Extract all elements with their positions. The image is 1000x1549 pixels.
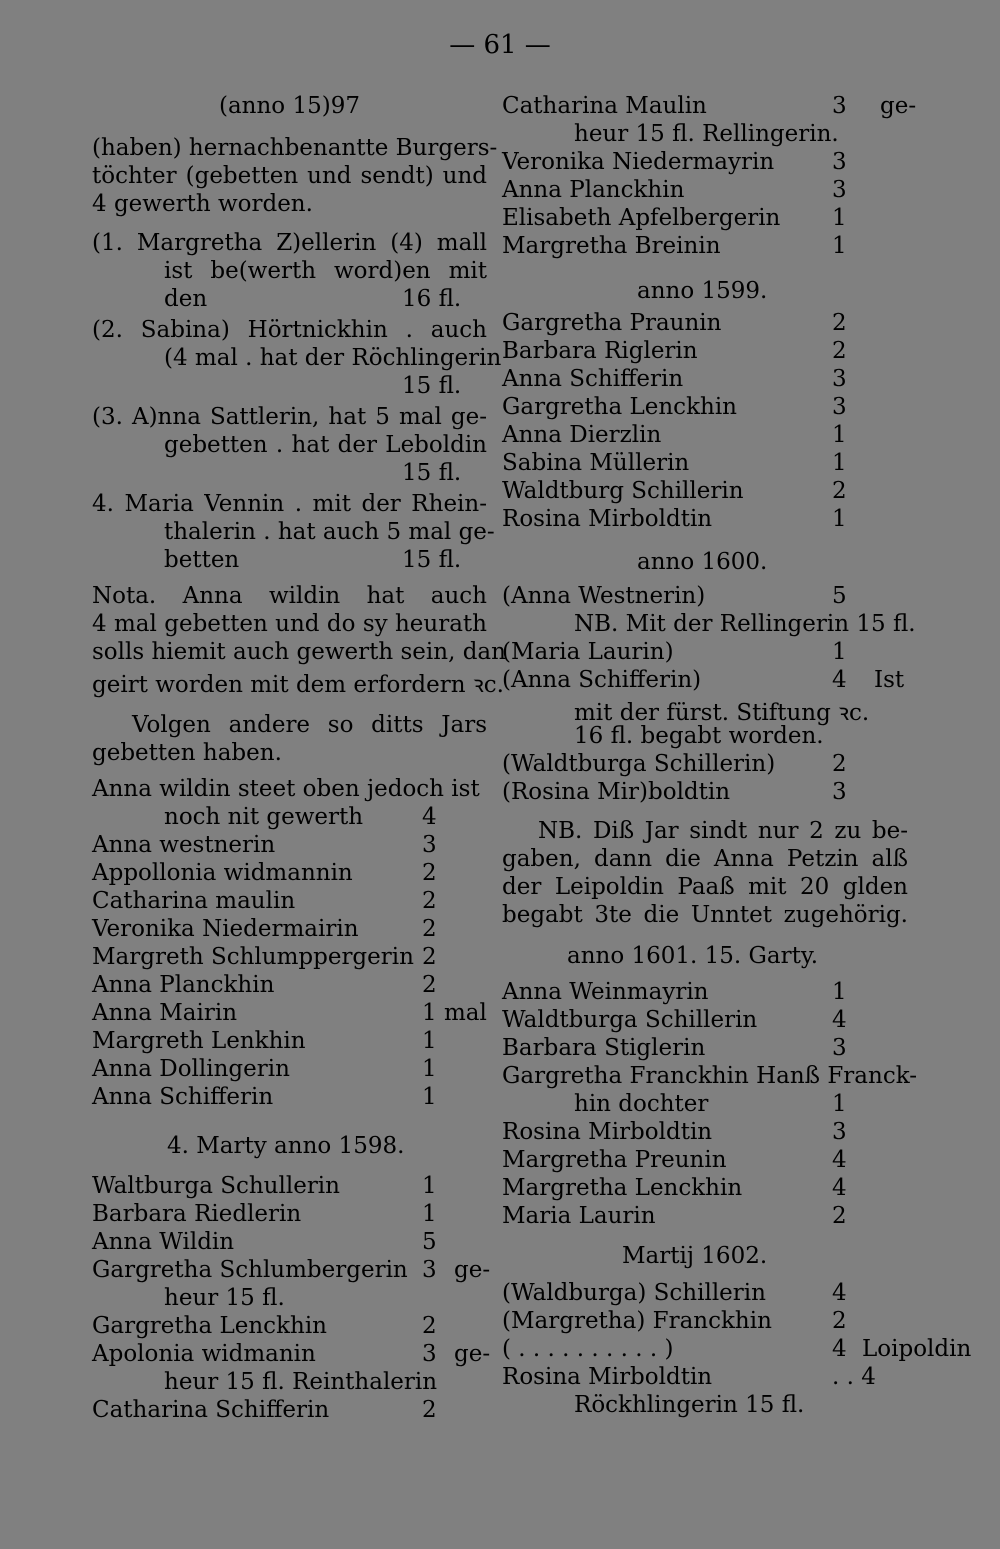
nb-line: gaben, dann die Anna Petzin alß [502, 846, 908, 872]
entry-count: 2 [832, 310, 847, 336]
entry-amount: 15 fl. [402, 373, 462, 399]
entry-name: (Margretha) Franckhin [502, 1308, 772, 1334]
entry-name: NB. Mit der Rellingerin 15 fl. [574, 611, 916, 637]
entry-count: 2 [422, 944, 437, 970]
entry-name: (Waldburga) Schillerin [502, 1280, 766, 1306]
entry-name: Anna westnerin [92, 832, 276, 858]
entry-line: den [164, 286, 208, 312]
entry-name: Margretha Preunin [502, 1147, 727, 1173]
entry-name: noch nit gewerth [164, 804, 364, 830]
entry-name: Rosina Mirboldtin [502, 1119, 713, 1145]
entry-name: Anna Schifferin [92, 1084, 274, 1110]
entry-note: ge- [454, 1257, 491, 1283]
entry-count: 1 [832, 979, 847, 1005]
entry-name: Röckhlingerin 15 fl. [574, 1392, 805, 1418]
entry-line: gebetten . hat der Leboldin [164, 432, 487, 458]
nb-line: der Leipoldin Paaß mit 20 glden [502, 874, 908, 900]
entry-name: Anna Schifferin [502, 366, 684, 392]
entry-count: 1 [422, 1056, 437, 1082]
entry-name: Apolonia widmanin [92, 1341, 316, 1367]
nb-line: begabt 3te die Unntet zugehörig. [502, 902, 908, 928]
entry-name: (Rosina Mir)boldtin [502, 779, 731, 805]
entry-count: 2 [832, 751, 847, 777]
entry-line: (2. Sabina) Hörtnickhin . auch [92, 317, 487, 343]
entry-note: Loipoldin [862, 1336, 972, 1362]
entry-name: Veronika Niedermairin [92, 916, 359, 942]
entry-count: 3 [832, 177, 847, 203]
volgen-line: Volgen andere so ditts Jars [132, 712, 487, 738]
entry-name: Anna Planckhin [502, 177, 685, 203]
nota-line: Nota. Anna wildin hat auch [92, 583, 487, 609]
entry-name: Gargretha Lenckhin [502, 394, 737, 420]
nota-line: geirt worden mit dem erfordern ꝛc. [92, 672, 504, 698]
entry-count: 3 [832, 394, 847, 420]
entry-name: Rosina Mirboldtin [502, 506, 713, 532]
entry-name: Anna Dierzlin [502, 422, 662, 448]
entry-count: 1 [422, 1173, 437, 1199]
entry-name: Barbara Riglerin [502, 338, 698, 364]
entry-count: 2 [832, 1308, 847, 1334]
entry-name: (Anna Schifferin) [502, 667, 702, 693]
intro-line: (haben) hernachbenantte Burgers- [92, 135, 498, 161]
entry-count: 3 [422, 1341, 437, 1367]
entry-name: Margreth Lenkhin [92, 1028, 306, 1054]
entry-line: ist be(werth word)en mit [164, 258, 487, 284]
entry-name: 16 fl. begabt worden. [574, 723, 824, 749]
entry-name: Maria Laurin [502, 1203, 656, 1229]
section-heading: anno 1601. 15. Garty. [567, 943, 819, 969]
entry-name: Waldtburga Schillerin [502, 1007, 758, 1033]
entry-name: Anna wildin steet oben jedoch ist [92, 776, 480, 802]
entry-line: betten [164, 547, 240, 573]
entry-count: 3 [832, 149, 847, 175]
intro-line: töchter (gebetten und sendt) und [92, 163, 487, 189]
entry-count: 4 [832, 1147, 847, 1173]
entry-count: 1 [422, 1084, 437, 1110]
entry-name: Gargretha Praunin [502, 310, 722, 336]
nota-line: solls hiemit auch gewerth sein, dan [92, 639, 506, 665]
entry-count: 4 [832, 1007, 847, 1033]
entry-count: 2 [422, 1313, 437, 1339]
entry-name: heur 15 fl. Rellingerin. [574, 121, 839, 147]
entry-count: 2 [422, 972, 437, 998]
entry-count: . . 4 [832, 1364, 876, 1390]
entry-note: Ist [874, 667, 905, 693]
entry-count: 2 [832, 338, 847, 364]
entry-name: heur 15 fl. [164, 1285, 285, 1311]
entry-name: Waltburga Schullerin [92, 1173, 340, 1199]
section-heading: 4. Marty anno 1598. [167, 1133, 405, 1159]
entry-name: hin dochter [574, 1091, 709, 1117]
entry-note: ge- [880, 93, 917, 119]
entry-count: 3 [422, 832, 437, 858]
entry-name: Sabina Müllerin [502, 450, 690, 476]
entry-count: 1 [832, 422, 847, 448]
page-number: — 61 — [449, 30, 551, 60]
entry-count: 3 [832, 93, 847, 119]
entry-line: (1. Margretha Z)ellerin (4) mall [92, 230, 487, 256]
intro-line: 4 gewerth worden. [92, 191, 313, 217]
entry-count: 1 [422, 1201, 437, 1227]
entry-count: 4 [422, 804, 437, 830]
entry-name: Margretha Lenckhin [502, 1175, 743, 1201]
section-heading: anno 1599. [637, 278, 768, 304]
entry-count: 1 [832, 506, 847, 532]
entry-name: Anna Weinmayrin [502, 979, 709, 1005]
entry-count: 3 [422, 1257, 437, 1283]
entry-name: (Anna Westnerin) [502, 583, 706, 609]
entry-line: 4. Maria Vennin . mit der Rhein- [92, 491, 487, 517]
entry-name: Margreth Schlumppergerin [92, 944, 414, 970]
volgen-line: gebetten haben. [92, 740, 282, 766]
entry-name: Veronika Niedermayrin [502, 149, 775, 175]
entry-amount: 16 fl. [402, 286, 462, 312]
entry-count: 4 [832, 667, 847, 693]
entry-count: 1 [832, 450, 847, 476]
entry-count: 2 [422, 1397, 437, 1423]
entry-line: (4 mal . hat der Röchlingerin [164, 345, 502, 371]
entry-count: 1 [422, 1028, 437, 1054]
section-heading: anno 1600. [637, 549, 768, 575]
entry-amount: 15 fl. [402, 460, 462, 486]
section-heading: (anno 15)97 [219, 93, 360, 119]
entry-count: 2 [422, 860, 437, 886]
entry-name: Appollonia widmannin [92, 860, 353, 886]
entry-count: 5 [832, 583, 847, 609]
entry-count: 1 [832, 1091, 847, 1117]
entry-name: (Waldtburga Schillerin) [502, 751, 776, 777]
entry-count: 1 mal [422, 1000, 487, 1026]
entry-name: Margretha Breinin [502, 233, 721, 259]
entry-count: 3 [832, 779, 847, 805]
entry-name: Barbara Stiglerin [502, 1035, 706, 1061]
entry-count: 3 [832, 1119, 847, 1145]
entry-note: ge- [454, 1341, 491, 1367]
entry-name: Elisabeth Apfelbergerin [502, 205, 781, 231]
entry-name: ( . . . . . . . . . . ) [502, 1336, 674, 1362]
section-heading: Martij 1602. [622, 1243, 768, 1269]
entry-amount: 15 fl. [402, 547, 462, 573]
entry-name: Gargretha Lenckhin [92, 1313, 327, 1339]
entry-name: Anna Planckhin [92, 972, 275, 998]
entry-name: Catharina maulin [92, 888, 296, 914]
entry-name: Gargretha Franckhin Hanß Franck- [502, 1063, 917, 1089]
entry-count: 4 [832, 1175, 847, 1201]
entry-name: Catharina Maulin [502, 93, 707, 119]
entry-name: Anna Mairin [92, 1000, 238, 1026]
entry-name: Anna Dollingerin [92, 1056, 290, 1082]
entry-name: (Maria Laurin) [502, 639, 674, 665]
entry-line: thalerin . hat auch 5 mal ge- [164, 519, 495, 545]
entry-count: 2 [832, 478, 847, 504]
entry-count: 3 [832, 366, 847, 392]
entry-count: 1 [832, 205, 847, 231]
entry-name: Rosina Mirboldtin [502, 1364, 713, 1390]
entry-count: 1 [832, 639, 847, 665]
entry-name: Catharina Schifferin [92, 1397, 330, 1423]
entry-name: Waldtburg Schillerin [502, 478, 744, 504]
nota-line: 4 mal gebetten und do sy heurath [92, 611, 487, 637]
entry-line: (3. A)nna Sattlerin, hat 5 mal ge- [92, 404, 487, 430]
entry-count: 5 [422, 1229, 437, 1255]
entry-count: 2 [832, 1203, 847, 1229]
entry-count: 2 [422, 888, 437, 914]
entry-count: 4 [832, 1336, 847, 1362]
nb-line: NB. Diß Jar sindt nur 2 zu be- [538, 818, 908, 844]
entry-count: 4 [832, 1280, 847, 1306]
entry-name: Anna Wildin [92, 1229, 235, 1255]
entry-count: 3 [832, 1035, 847, 1061]
entry-count: 1 [832, 233, 847, 259]
entry-name: Barbara Riedlerin [92, 1201, 302, 1227]
entry-name: heur 15 fl. Reinthalerin [164, 1369, 438, 1395]
entry-name: Gargretha Schlumbergerin [92, 1257, 408, 1283]
entry-count: 2 [422, 916, 437, 942]
entry-name: mit der fürst. Stiftung ꝛc. [574, 700, 870, 726]
